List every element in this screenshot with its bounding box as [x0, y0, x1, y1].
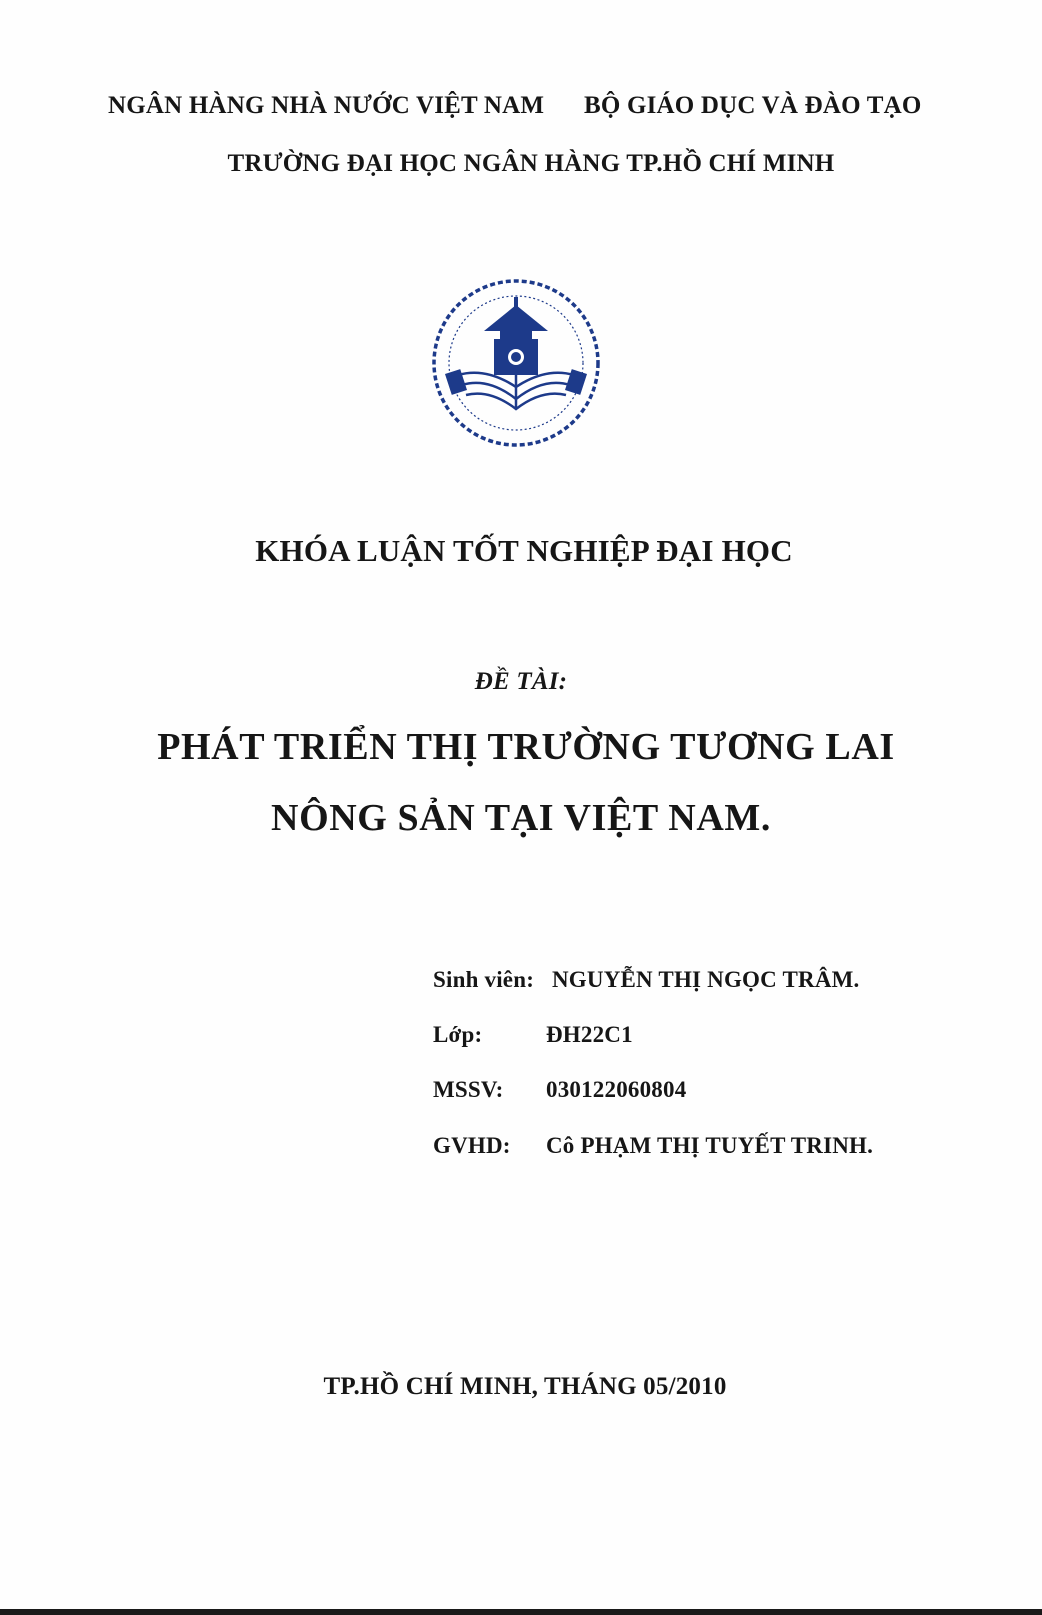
- student-name: NGUYỄN THỊ NGỌC TRÂM.: [552, 967, 860, 992]
- place-and-date: TP.HỒ CHÍ MINH, THÁNG 05/2010: [323, 1373, 727, 1400]
- student-id-label: MSSV:: [433, 1077, 504, 1102]
- thesis-title-line-2: NÔNG SẢN TẠI VIỆT NAM.: [271, 797, 771, 839]
- header-ministry-right: BỘ GIÁO DỤC VÀ ĐÀO TẠO: [584, 92, 922, 119]
- class-value: ĐH22C1: [546, 1022, 633, 1047]
- thesis-title-line-1: PHÁT TRIỂN THỊ TRƯỜNG TƯƠNG LAI: [157, 726, 895, 768]
- student-id-value: 030122060804: [546, 1077, 687, 1102]
- university-seal-icon: [428, 275, 604, 451]
- class-label: Lớp:: [433, 1022, 483, 1047]
- bottom-border: [0, 1609, 1042, 1615]
- advisor-label: GVHD:: [433, 1133, 511, 1158]
- header-school-name: TRƯỜNG ĐẠI HỌC NGÂN HÀNG TP.HỒ CHÍ MINH: [227, 150, 835, 177]
- student-label: Sinh viên:: [433, 967, 535, 992]
- header-ministry-left: NGÂN HÀNG NHÀ NƯỚC VIỆT NAM: [108, 92, 545, 119]
- thesis-type-heading: KHÓA LUẬN TỐT NGHIỆP ĐẠI HỌC: [255, 533, 793, 568]
- advisor-name: Cô PHẠM THỊ TUYẾT TRINH.: [546, 1133, 874, 1158]
- topic-label: ĐỀ TÀI:: [474, 668, 568, 695]
